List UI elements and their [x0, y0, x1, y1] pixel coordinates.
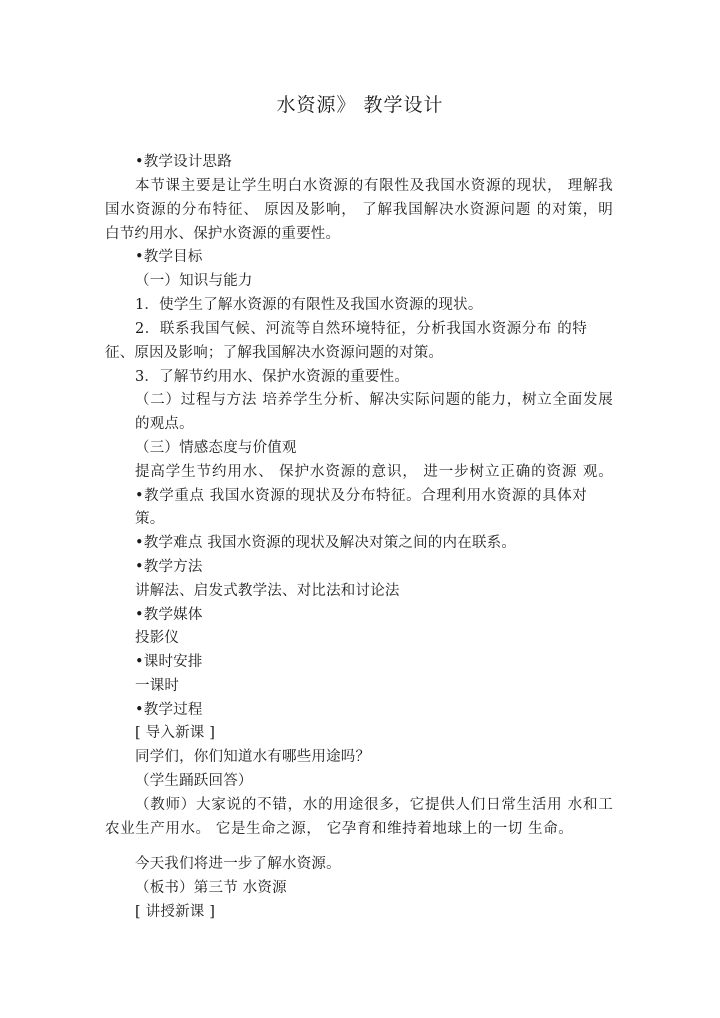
paragraph-line: （教师）大家说的不错，水的用途很多，它提供人们日常生活用 水和工	[135, 797, 613, 813]
section-heading-media: •教学媒体	[135, 607, 203, 623]
paragraph-line: 白节约用水、保护水资源的重要性。	[105, 226, 341, 242]
section-heading-design-idea: •教学设计思路	[135, 154, 232, 170]
subheading-attitude: （三）情感态度与价值观	[135, 440, 297, 456]
paragraph-line: 同学们，你们知道水有哪些用途吗？	[135, 749, 371, 765]
section-heading-difficulties: •教学难点 我国水资源的现状及解决对策之间的内在联系。	[135, 535, 517, 551]
paragraph-line: 本节课主要是让学生明白水资源的有限性及我国水资源的现状， 理解我	[135, 178, 613, 194]
paragraph-line: 国水资源的分布特征、 原因及影响， 了解我国解决水资源问题 的对策，明	[105, 202, 613, 218]
section-heading-key-points: •教学重点 我国水资源的现状及分布特征。合理利用水资源的具体对	[135, 488, 587, 504]
paragraph-line: 投影仪	[135, 630, 180, 646]
section-heading-methods: •教学方法	[135, 559, 203, 575]
paragraph-line: 今天我们将进一步了解水资源。	[135, 856, 341, 872]
subheading-process-method: （二）过程与方法 培养学生分析、解决实际问题的能力，树立全面发展	[135, 392, 613, 408]
paragraph-line: 农业生产用水。 它是生命之源， 它孕育和维持着地球上的一切 生命。	[105, 821, 573, 837]
paragraph-line: （学生踊跃回答）	[135, 773, 253, 789]
document-title: 水资源》 教学设计	[276, 94, 444, 116]
bracket-heading-introduction: [ 导入新课 ]	[135, 725, 216, 741]
objective-item: 2．联系我国气候、河流等自然环境特征，分析我国水资源分布 的特	[135, 321, 587, 337]
section-heading-process: •教学过程	[135, 702, 203, 718]
paragraph-line: 的观点。	[135, 416, 194, 432]
objective-item-continued: 征、原因及影响；了解我国解决水资源问题的对策。	[105, 345, 444, 361]
objective-item: 1．使学生了解水资源的有限性及我国水资源的现状。	[135, 297, 483, 313]
paragraph-line: 提高学生节约用水、 保护水资源的意识， 进一步树立正确的资源 观。	[135, 464, 613, 480]
paragraph-line: （板书）第三节 水资源	[135, 880, 287, 896]
paragraph-line: 讲解法、启发式教学法、对比法和讨论法	[135, 583, 400, 599]
bracket-heading-new-lesson: [ 讲授新课 ]	[135, 904, 216, 920]
objective-item: 3．了解节约用水、保护水资源的重要性。	[135, 369, 410, 385]
section-heading-objectives: •教学目标	[135, 249, 203, 265]
paragraph-line: 一课时	[135, 678, 180, 694]
paragraph-line: 策。	[135, 511, 165, 527]
subheading-knowledge: （一）知识与能力	[135, 273, 253, 289]
section-heading-schedule: •课时安排	[135, 654, 203, 670]
